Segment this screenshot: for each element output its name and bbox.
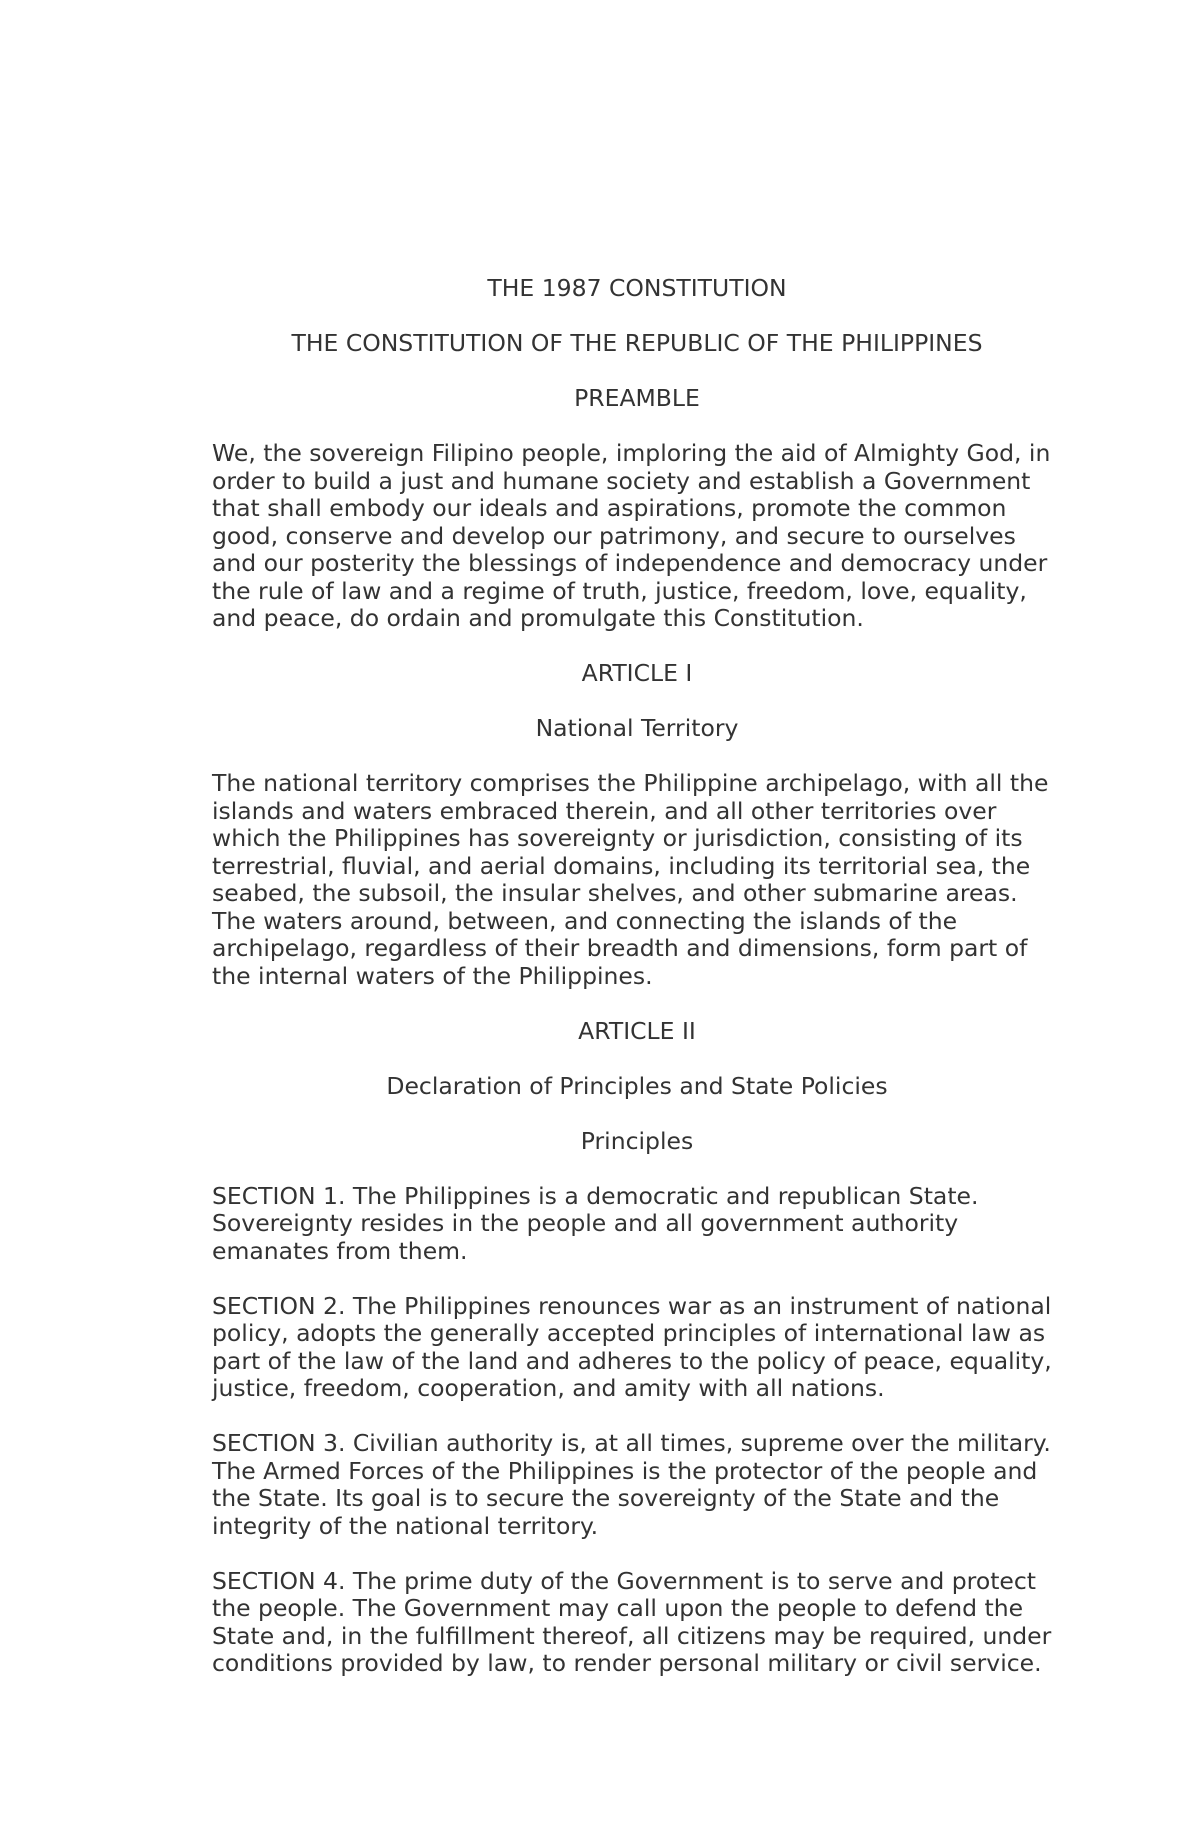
section-1-line: SECTION 1. The Philippines is a democratic and republican State. [212,1181,979,1210]
section-4-line: SECTION 4. The prime duty of the Government is to serve and protect [212,1566,1037,1595]
preamble-paragraph [212,440,1062,633]
article-1-line: the internal waters of the Philippines. [212,961,653,990]
article-1-line: islands and waters embraced therein, and all other territories over [212,796,997,825]
document-content [212,275,1062,1705]
preamble-line: and peace, do ordain and promulgate this Constitution. [212,604,864,632]
section-1-line: Sovereignty resides in the people and all government authority [212,1209,959,1237]
preamble-line: We, the sovereign Filipino people, imploring the aid of Almighty God, in [212,439,1051,467]
section-3-line: integrity of the national territory. [212,1511,599,1540]
section-2-line: policy, adopts the generally accepted principles of international law as [212,1319,1046,1347]
section-2-line: SECTION 2. The Philippines renounces war as an instrument of national [212,1291,1052,1320]
principles-heading: Principles [580,1126,694,1155]
section-4-paragraph [212,1568,1062,1678]
article-1-line: which the Philippines has sovereignty or jurisdiction, consisting of its [212,824,1023,852]
document-subtitle: THE CONSTITUTION OF THE REPUBLIC OF THE PHILIPPINES [291,329,983,357]
section-2-paragraph [212,1293,1062,1403]
preamble-line: that shall embody our ideals and aspirations, promote the common [212,494,1007,522]
preamble-line: good, conserve and develop our patrimony, and secure to ourselves [212,521,1016,550]
section-2-line: part of the law of the land and adheres to the policy of peace, equality, [212,1346,1052,1375]
article-2-title: Declaration of Principles and State Policies [386,1071,888,1100]
preamble-heading: PREAMBLE [574,384,700,412]
article-1-line: The waters around, between, and connecting the islands of the [212,906,958,935]
section-3-line: the State. Its goal is to secure the sovereignty of the State and the [212,1484,1000,1512]
section-4-line: conditions provided by law, to render personal military or civil service. [212,1649,1042,1677]
preamble-line: the rule of law and a regime of truth, justice, freedom, love, equality, [212,576,1027,605]
section-3-line: SECTION 3. Civilian authority is, at all times, supreme over the military. [212,1429,1051,1457]
preamble-line: and our posterity the blessings of independence and democracy under [212,549,1048,577]
document-title: THE 1987 CONSTITUTION [487,274,787,302]
section-4-line: the people. The Government may call upon the people to defend the [212,1594,1024,1622]
article-1-heading: ARTICLE I [581,659,693,687]
section-3-line: The Armed Forces of the Philippines is the protector of the people and [212,1456,1038,1485]
section-2-line: justice, freedom, cooperation, and amity with all nations. [212,1374,885,1402]
article-1-title: National Territory [535,714,739,742]
article-1-paragraph [212,770,1062,990]
article-1-line: archipelago, regardless of their breadth and dimensions, form part of [212,934,1028,962]
article-1-line: seabed, the subsoil, the insular shelves, and other submarine areas. [212,879,1018,907]
article-2-heading: ARTICLE II [578,1016,696,1045]
section-1-line: emanates from them. [212,1236,468,1265]
section-1-paragraph [212,1183,1062,1266]
article-1-line: terrestrial, fluvial, and aerial domains, including its territorial sea, the [212,851,1031,880]
article-1-line: The national territory comprises the Philippine archipelago, with all the [212,769,1049,797]
section-3-paragraph [212,1430,1062,1540]
section-4-line: State and, in the fulfillment thereof, all citizens may be required, under [212,1621,1052,1650]
preamble-line: order to build a just and humane society and establish a Government [212,466,1031,495]
